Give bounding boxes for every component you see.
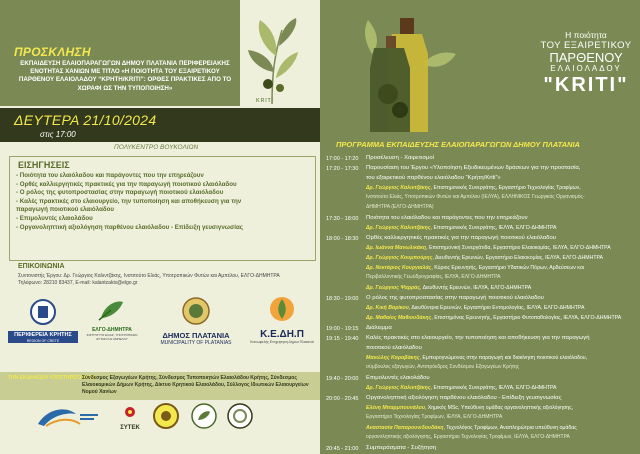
speaker-affiliation: , Επιστημονικός Συνεργάτης, Εργαστήριο Τεχνολογίας Τροφίμων, (430, 185, 581, 191)
invitation-title: ΠΡΟΣΚΛΗΣΗ (14, 45, 91, 59)
olive-oil-bottle-icon (352, 14, 462, 136)
program-row (320, 394, 638, 404)
program-row (320, 304, 638, 314)
kedip-logo: Κ.Ε.ΔΗ.Π Κοινωφελής Επιχείρηση Δήμου Πλατανιά (246, 294, 318, 344)
program-row (320, 374, 638, 384)
program-row (320, 174, 638, 184)
program-row (320, 164, 638, 174)
program-row (320, 444, 638, 454)
speaker-affiliation: , Τεχνολόγος Τροφίμων, Αναπληρώτρια υπεύθυνη ομάδας (443, 425, 577, 431)
program-row (320, 254, 638, 264)
dimos-emblem-icon (181, 296, 211, 326)
program-row (320, 414, 638, 424)
program-time: 18:00 - 18:30 (326, 236, 359, 242)
program-time: 20:00 - 20:45 (326, 396, 359, 402)
talk-item: - Καλές πρακτικές στο ελαιουργείο, την τυποποίηση και αποθήκευση για την (16, 197, 242, 205)
program-speaker-line (366, 285, 531, 291)
program-speaker-line (366, 385, 557, 391)
program-row (320, 424, 638, 434)
program-topic: Ποιότητα του ελαιόλαδου και παράγοντες που την επηρεάζουν (366, 215, 528, 221)
program-speaker-line (366, 274, 500, 280)
program-speaker-line (366, 364, 519, 370)
program-time: 17:00 - 17:20 (326, 156, 359, 162)
contact-title: ΕΠΙΚΟΙΝΩΝΙΑ (18, 263, 65, 270)
program-speaker-line (366, 414, 502, 420)
speaker-affiliation: , Επιστημονικός Συνεργάτης, ΙΕΛΥΑ, ΕΛΓΟ-ΔΗΜΗΤΡΑ (430, 225, 557, 231)
contact-coordinator: Συντονιστής Έργου: Δρ. Γεώργιος Καλιντζάκης, Ινστιτούτο Ελιάς, Υποτροπικών Φυτών και Αμπέλου, ΕΛΓΟ-ΔΗΜΗΤΡΑ (18, 273, 280, 279)
speaker-name: Δρ. Γεώργιος Καλιντζάκης (366, 385, 431, 391)
talk-item: παραγωγή ποιοτικού ελαιόλαδου (16, 206, 115, 214)
speaker-affiliation: Ινστιτούτο Ελιάς, Υποτροπικών Φυτών και Αμπέλου (ΙΕΛΥΑ), ΕΛΛΗΝΙΚΟΣ Γεωργικός Οργανισμός- (366, 194, 585, 200)
program-row (320, 354, 638, 364)
program-topic: Οργανοληπτική αξιολόγηση παρθένου ελαιόλαδου - Επίδειξη γευσιγνωσίας (366, 395, 562, 401)
program-row (320, 334, 638, 344)
speaker-affiliation: , Εμπειρογνώμονας στην παραγωγή και διακίνηση ποιοτικού ελαιόλαδου, (419, 355, 588, 361)
event-time: στις 17:00 (40, 130, 76, 139)
speaker-affiliation: σύμβουλος εξαγωγών, Αντιπρόεδρος Συνδέσμου Εξαγωγέων Κρήτης (366, 364, 520, 370)
speaker-affiliation: , Διευθυντής Ερευνών, Εργαστήριο Ελαιοκομίας, ΙΕΛΥΑ, ΕΛΓΟ-ΔΗΜΗΤΡΑ (432, 255, 604, 261)
program-speaker-line (366, 185, 581, 191)
kedip-emblem-icon (267, 294, 297, 324)
region-crete-logo: ΠΕΡΙΦΕΡΕΙΑ ΚΡΗΤΗΣ REGION OF CRETE (8, 298, 78, 343)
program-list (320, 154, 638, 454)
hero-line-2: ΤΟΥ ΕΞΑΙΡΕΤΙΚΟΥ (540, 40, 632, 51)
sponsor-heading: ΤΗΝ ΕΚΔΗΛΩΣΗ ΥΠΟΣΤΗΡΙΖΟΥΝ ΟΙ: (8, 375, 97, 381)
sponsor-text: Σύνδεσμος Εξαγωγέων Κρήτης, Σύνδεσμος Τυποποιητών Ελαιολάδου Κρήτης, Σύνδεσμος Ελαιοκομικών Δήμων Κρήτης, Δίκτυο Κρητικού Ελαιολάδου, Σύλλογος Ιδιωτικών Ελαιουργείων Νομού Χανίων (82, 375, 309, 395)
program-row (320, 324, 638, 334)
program-speaker-line (366, 425, 577, 431)
speaker-affiliation: , Επιστημόνας Ερευνητής, Εργαστήριο Φυτοπαθολογίας, ΙΕΛΥΑ, ΕΛΓΟ-ΔΗΜΗΤΡΑ (431, 315, 622, 321)
dimos-platania-logo: ΔΗΜΟΣ ΠΛΑΤΑΝΙΑ MUNICIPALITY OF PLATANIAS (146, 296, 246, 346)
speaker-name: Δρ. Γεώργιος Ψαρράς (366, 285, 420, 291)
hero-title (530, 30, 640, 95)
program-row (320, 294, 638, 304)
program-row (320, 344, 638, 354)
talk-item: - Ο ρόλος της φυτοπροστασίας στην παραγωγή ποιοτικού ελαιόλαδου (16, 189, 224, 197)
event-venue: ΠΟΛΥΚΕΝΤΡΟ ΒΟΥΚΟΛΙΩΝ (114, 144, 199, 151)
program-speaker-line (366, 255, 603, 261)
program-time: 19:00 - 19:15 (326, 326, 359, 332)
program-speaker-line (366, 355, 587, 361)
program-row (320, 314, 638, 324)
speaker-affiliation: , Διευθυντής Ερευνών, ΙΕΛΥΑ, ΕΛΓΟ-ΔΗΜΗΤΡΑ (420, 285, 532, 291)
program-row (320, 404, 638, 414)
sponsor-seal-icon (152, 402, 180, 430)
program-speaker-line (366, 194, 585, 200)
program-time: 18:30 - 19:00 (326, 296, 359, 302)
kriti-logo-text: KRITI (256, 98, 275, 104)
hero-line-5: "KRITI" (543, 74, 629, 96)
program-time: 17:30 - 18:00 (326, 216, 359, 222)
program-title: ΠΡΟΓΡΑΜΜΑ ΕΚΠΑΙΔΕΥΣΗΣ ΕΛΑΙΟΠΑΡΑΓΩΓΩΝ ΔΗΜΟΥ ΠΛΑΤΑΝΙΑ (336, 140, 580, 149)
program-row (320, 264, 638, 274)
elgo-leaf-icon (97, 298, 127, 322)
speaker-name: Δρ. Γεώργιος Κουμπούρης (366, 255, 433, 261)
speaker-name: Ελένη Μπαρμπουνάλου (366, 405, 425, 411)
contact-phone-email: Τηλέφωνο: 28210 83437, E-mail: kalantzakis@elgo.gr (18, 280, 138, 286)
speaker-name: Δρ. Γεώργιος Καλιντζάκης (366, 225, 431, 231)
talk-item: - Επιμολυντές ελαιολάδου (16, 214, 93, 222)
speaker-affiliation: , Χημικός MSc, Υπεύθυνη ομάδας οργανοληπτικής αξιολόγησης, (424, 405, 574, 411)
speaker-affiliation: , Κύριος Ερευνητής, Εργαστήριο Υδατικών Πόρων, Αρδεύσεων και (431, 265, 584, 271)
olive-leaf-icon (242, 16, 302, 108)
sytek-logo: ΣΥΤΕΚ (112, 404, 148, 431)
sytek-flower-icon (120, 404, 140, 420)
program-speaker-line (366, 305, 584, 311)
program-topic: ποιοτικού ελαιόλαδου (366, 345, 422, 351)
talk-item: - Ορθές καλλιεργητικές πρακτικές για την παραγωγή ποιοτικού ελαιόλαδου (16, 180, 237, 188)
hero-line-3: ΠΑΡΘΕΝΟΥ (549, 50, 623, 65)
program-speaker-line (366, 225, 557, 231)
program-topic: Ο ρόλος της φυτοπροστασίας στην παραγωγή ποιοτικού ελαιόλαδου (366, 295, 544, 301)
program-topic: του εξαιρετικού παρθένου ελαιόλαδου “Κρήτη/Kriti”» (366, 175, 501, 181)
program-row (320, 384, 638, 394)
speaker-affiliation: , Επιστημονική Συνεργάτιδα, Εργαστήριο Ελαιοκομίας, ΙΕΛΥΑ, ΕΛΓΟ-ΔΗΜΗΤΡΑ (426, 245, 611, 251)
program-topic: Συμπεράσματα - Συζήτηση (366, 445, 437, 451)
program-row (320, 214, 638, 224)
program-speaker-line (366, 434, 570, 440)
speaker-name: Δρ. Γεώργιος Καλιντζάκης (366, 185, 431, 191)
speaker-affiliation: , Επιστημονικός Συνεργάτης, ΙΕΛΥΑ, ΕΛΓΟ-ΔΗΜΗΤΡΑ (430, 385, 557, 391)
talk-item: - Οργανοληπτική αξιολόγηση παρθένου ελαιόλαδου - Επίδειξη γευσιγνωσίας (16, 223, 243, 231)
program-topic: Διάλειμμα (366, 325, 392, 331)
talk-item: - Ποιότητα του ελαιόλαδου και παράγοντες που την επηρεάζουν (16, 172, 204, 179)
program-speaker-line (366, 265, 584, 271)
sponsor-mill-association-icon (226, 402, 254, 430)
program-row (320, 184, 638, 194)
sponsor-logo-wave-icon (36, 404, 100, 430)
program-time: 19:40 - 20:00 (326, 376, 359, 382)
hero-line-4: ΕΛΑΙΟΛΑΔΟΥ (550, 64, 622, 73)
program-row (320, 364, 638, 374)
program-row (320, 224, 638, 234)
speaker-affiliation: ΔΗΜΗΤΡΑ (ΕΛΓΟ-ΔΗΜΗΤΡΑ) (366, 204, 434, 210)
program-row (320, 284, 638, 294)
talks-list (16, 172, 312, 232)
program-row (320, 154, 638, 164)
speaker-name: Δρ. Μαθαίος Μαθιουδάκης (366, 315, 432, 321)
speaker-affiliation: Περιβαλλοντικής Γεωϋδρογραφίας, ΙΕΛΥΑ, ΕΛΓΟ-ΔΗΜΗΤΡΑ (366, 274, 501, 280)
program-row (320, 194, 638, 204)
elgo-logo: ΕΛΓΟ-ΔΗΜΗΤΡΑ ΙΝΣΤΙΤΟΥΤΟ ΕΛΙΑΣ, ΥΠΟΤΡΟΠΙΚΩΝ ΦΥΤΩΝ ΚΑΙ ΑΜΠΕΛΟΥ (84, 298, 140, 341)
program-row (320, 204, 638, 214)
program-speaker-line (366, 245, 611, 251)
program-topic: Παρουσίαση του Έργου «Υλοποίηση Εξειδικευμένων δράσεων για την προστασία, (366, 165, 581, 171)
speaker-affiliation: Εργαστήριο Τεχνολογίας Τροφίμων, ΙΕΛΥΑ, ΕΛΓΟ-ΔΗΜΗΤΡΑ (366, 414, 503, 420)
program-speaker-line (366, 405, 573, 411)
speaker-affiliation: , Διευθύντρια Ερευνών, Εργαστήριο Εντομολογίας, ΙΕΛΥΑ, ΕΛΓΟ-ΔΗΜΗΤΡΑ (408, 305, 585, 311)
speaker-name: Δρ. Κική Βαρίκου (366, 305, 409, 311)
event-date: ΔΕΥΤΕΡΑ 21/10/2024 (14, 112, 157, 128)
program-topic: Ορθές καλλιεργητικές πρακτικές για την παραγωγή ποιοτικού ελαιόλαδου (366, 235, 556, 241)
program-time: 19:15 - 19:40 (326, 336, 359, 342)
program-topic: Επιμολυντές ελαιολάδου (366, 375, 430, 381)
region-emblem-icon (29, 298, 57, 326)
talks-title: ΕΙΣΗΓΗΣΕΙΣ (18, 160, 70, 170)
speaker-name: Μανώλης Καραβάκης (366, 355, 420, 361)
speaker-name: Αναστασία Παπαρουνιδουδάκη (366, 425, 444, 431)
program-topic: Προσέλευση - Χαιρετισμοί (366, 155, 434, 161)
program-row (320, 234, 638, 244)
program-topic: Καλές πρακτικές στο ελαιουργείο, την τυποποίηση και αποθήκευση για την παραγωγή (366, 335, 590, 341)
program-row (320, 434, 638, 444)
program-speaker-line (366, 315, 621, 321)
speaker-affiliation: οργανοληπτικής αξιολόγησης, Εργαστήριο Τεχνολογίας Τροφίμων, ΙΕΛΥΑ, ΕΛΓΟ-ΔΗΜΗΤΡΑ (366, 434, 570, 440)
speaker-name: Δρ. Ιωάννα Μανωλικάκη (366, 245, 427, 251)
sponsor-olive-network-icon (190, 402, 218, 430)
program-time: 17:20 - 17:30 (326, 166, 359, 172)
hero-line-1: Η ποιότητα (565, 30, 607, 40)
program-speaker-line (366, 204, 434, 210)
invitation-description: ΕΚΠΑΙΔΕΥΣΗ ΕΛΑΙΟΠΑΡΑΓΩΓΩΝ ΔΗΜΟΥ ΠΛΑΤΑΝΙΑ ΠΕΡΙΦΕΡΕΙΑΚΗΣ ΕΝΟΤΗΤΑΣ ΧΑΝΙΩΝ ΜΕ ΤΙΤΛΟ «Η ΠΟΙΟΤΗΤΑ ΤΟΥ ΕΞΑΙΡΕΤΙΚΟΥ ΠΑΡΘΕΝΟΥ ΕΛΑΙΟΛΑΔΟΥ “ΚΡΗΤΗ/KRITI”: ΟΡΘΕΣ ΠΡΑΚΤΙΚΕΣ ΑΠΟ ΤΟ ΧΩΡΑΦΙ ΩΣ ΤΗΝ ΤΥΠΟΠΟΙΗΣΗ» (18, 60, 232, 92)
speaker-name: Δρ. Νεκτάριος Κουργιαλάς (366, 265, 432, 271)
program-row (320, 244, 638, 254)
logo-row (0, 292, 320, 372)
program-row (320, 274, 638, 284)
program-time: 20:45 - 21:00 (326, 446, 359, 452)
